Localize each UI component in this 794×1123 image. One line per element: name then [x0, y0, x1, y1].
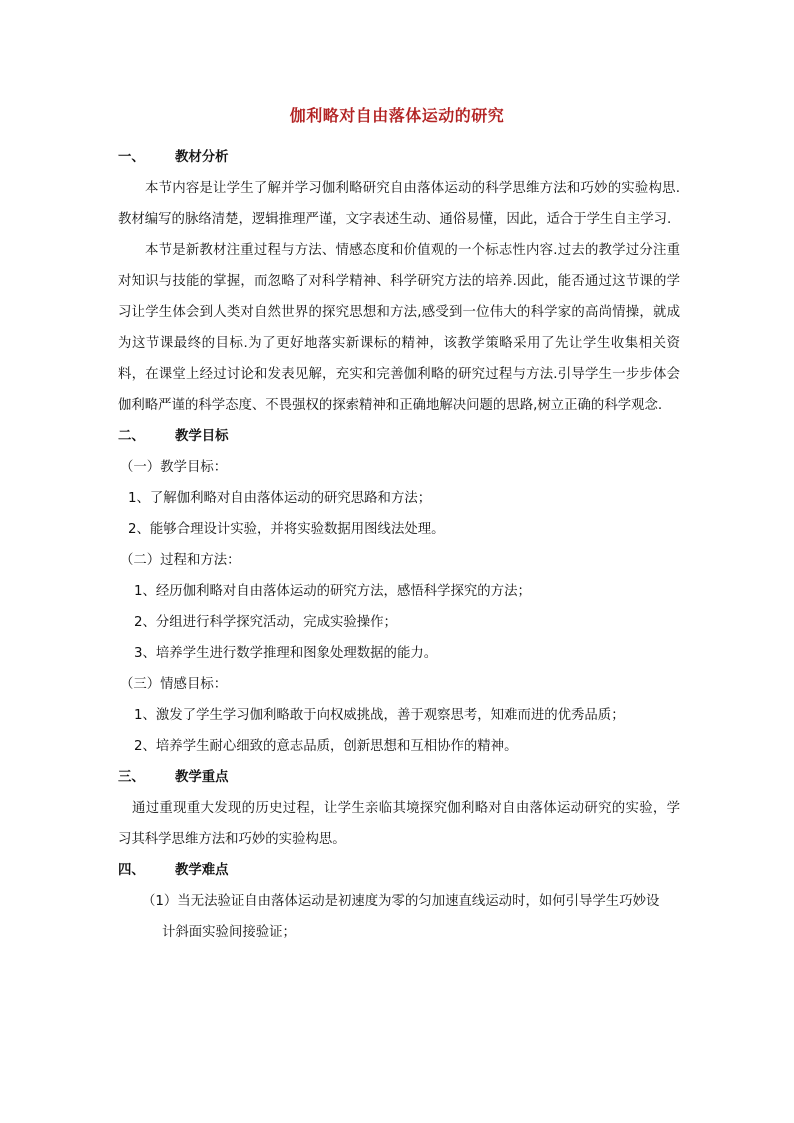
list-item: 2、能够合理设计实验，并将实验数据用图线法处理。	[128, 522, 445, 537]
section-heading-textbook-analysis	[118, 142, 680, 173]
list-item: 3、培养学生进行数学推理和图象处理数据的能力。	[134, 646, 438, 661]
list-item: 1、经历伽利略对自由落体运动的研究方法，感悟科学探究的方法；	[134, 584, 531, 599]
subsection-label: （一）教学目标：	[120, 460, 228, 475]
section-heading-teaching-goals	[118, 421, 680, 452]
section-title: 教学难点	[175, 863, 229, 878]
list-item: 1、激发了学生学习伽利略敢于向权威挑战，善于观察思考，知难而进的优秀品质；	[134, 708, 625, 723]
list-item: 1、了解伽利略对自由落体运动的研究思路和方法；	[128, 491, 432, 506]
section-number: 一、	[118, 150, 145, 165]
subsection-label: （二）过程和方法：	[120, 553, 241, 568]
document-body	[118, 142, 680, 948]
section-title: 教材分析	[175, 150, 229, 165]
paragraph: 通过重现重大发现的历史过程，让学生亲临其境探究伽利略对自由落体运动研究的实验，学习其科学思维方法和巧妙的实验构思。	[118, 801, 680, 847]
section-heading-teaching-focus	[118, 762, 680, 793]
section-number: 二、	[118, 429, 145, 444]
subsection-label: （三）情感目标：	[120, 677, 228, 692]
section-title: 教学目标	[175, 429, 229, 444]
list-item: 2、培养学生耐心细致的意志品质，创新思想和互相协作的精神。	[134, 739, 518, 754]
section-number: 三、	[118, 770, 145, 785]
list-item-line: （1）当无法验证自由落体运动是初速度为零的匀加速直线运动时，如何引导学生巧妙设	[142, 894, 660, 909]
paragraph: 本节内容是让学生了解并学习伽利略研究自由落体运动的科学思维方法和巧妙的实验构思.教材编写的脉络清楚，逻辑推理严谨，文字表述生动、通俗易懂，因此，适合于学生自主学习.	[118, 181, 680, 227]
document-title: 伽利略对自由落体运动的研究	[289, 106, 505, 125]
section-title: 教学重点	[175, 770, 229, 785]
list-item	[118, 886, 680, 948]
list-item: 2、分组进行科学探究活动，完成实验操作；	[134, 615, 397, 630]
paragraph: 本节是新教材注重过程与方法、情感态度和价值观的一个标志性内容.过去的教学过分注重对知识与技能的掌握，而忽略了对科学精神、科学研究方法的培养.因此，能否通过这节课的学习让学生体会到人类对自然世界的探究思想和方法,感受到一位伟大的科学家的高尚情操，就成为这节课最终的目标.为了更好地落实新课标的精神，该教学策略采用了先让学生收集相关资料，在课堂上经过讨论和发表见解，充实和完善伽利略的研究过程与方法.引导学生一步步体会伽利略严谨的科学态度、不畏强权的探索精神和正确地解决问题的思路,树立正确的科学观念.	[118, 243, 680, 413]
list-item-line: 计斜面实验间接验证；	[162, 925, 296, 940]
section-number: 四、	[118, 863, 145, 878]
section-heading-teaching-difficulties	[118, 855, 680, 886]
